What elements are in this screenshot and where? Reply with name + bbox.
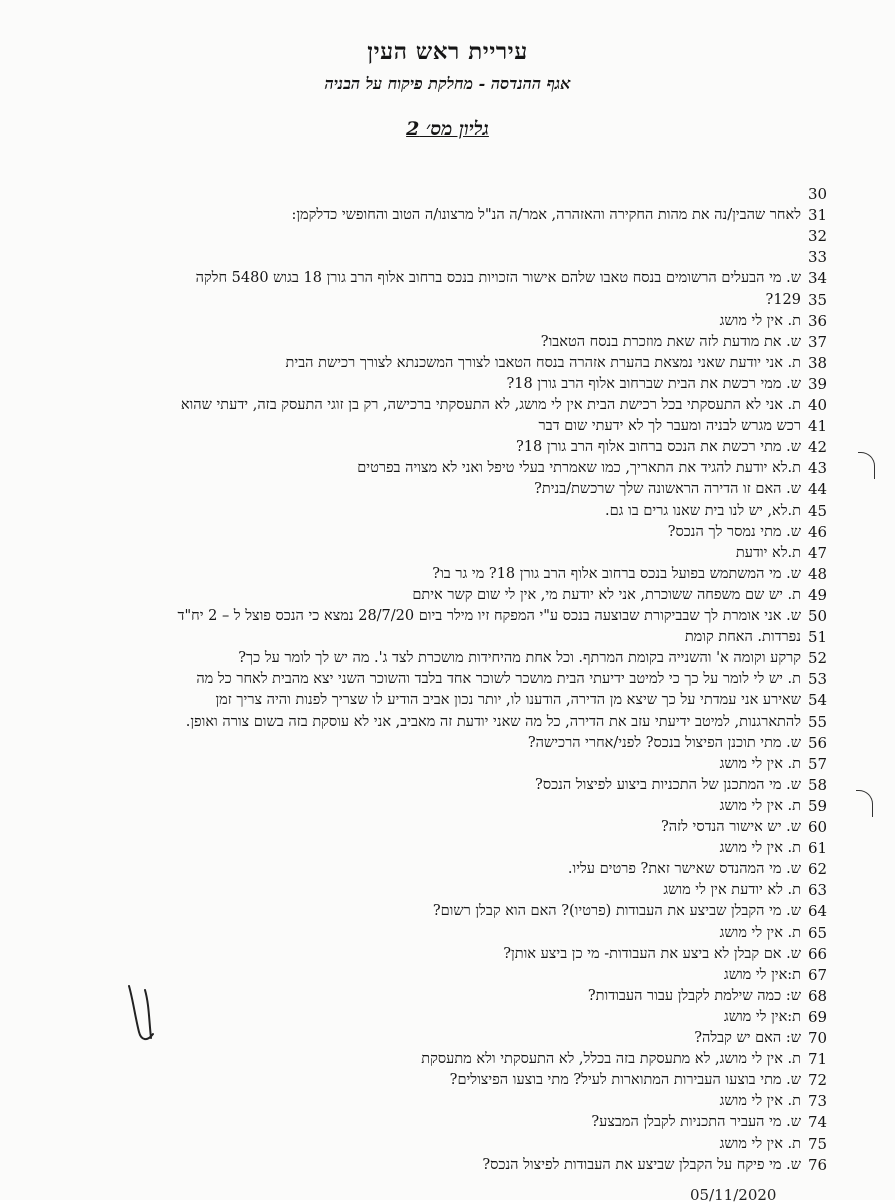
document-line xyxy=(0,901,895,922)
line-text: ת. אין לי מושג xyxy=(719,924,801,941)
document-line xyxy=(0,1091,895,1112)
line-number: 72 xyxy=(808,1071,828,1090)
document-line xyxy=(0,247,895,268)
line-text: ת. אין לי מושג xyxy=(719,1135,801,1152)
line-text: ש. יש אישור הנדסי לזה? xyxy=(660,819,801,835)
line-number: 44 xyxy=(808,480,828,499)
line-text: ש. מי המשתמש בפועל בנכס ברחוב אלוף הרב גורן 18? מי גר בו? xyxy=(432,565,801,582)
line-number: 41 xyxy=(808,417,828,436)
line-text: ת. אין לי מושג xyxy=(719,797,801,814)
line-text: ש. מתי תוכנן הפיצול בנכס? לפני/אחרי הרכישה? xyxy=(527,734,801,751)
line-text: ת. אין לי מושג xyxy=(719,840,801,857)
line-text: שאירע אני עמדתי על כך שיצא מן הדירה, הודענו לו, יותר נכון אביב הודיע לו שצריך לפנות והיה צריך זמן xyxy=(215,692,801,709)
document-line xyxy=(0,585,895,606)
document-line xyxy=(0,627,895,648)
line-number: 46 xyxy=(808,522,828,541)
line-number: 42 xyxy=(808,438,828,457)
document-line xyxy=(0,796,895,817)
document-line xyxy=(0,501,895,522)
line-text: 129? xyxy=(765,291,801,308)
line-number: 58 xyxy=(808,775,828,794)
line-text: ש. האם זו הדירה הראשונה שלך שרכשת/בנית? xyxy=(534,481,801,498)
document-line xyxy=(0,353,895,374)
document-line xyxy=(0,184,895,205)
line-number: 73 xyxy=(808,1092,828,1111)
line-text: ת. אני לא התעסקתי בכל רכישת הבית אין לי מושג, לא התעסקתי ברכישה, רק בן זוגי התעסק בזה, ידעתי שהוא xyxy=(180,397,801,413)
line-text: ת:אין לי מושג xyxy=(723,966,801,983)
line-number: 35 xyxy=(808,290,828,309)
line-text: ת. אין לי מושג, לא מתעסקת בזה בכלל, לא התעסקתי ולא מתעסקת xyxy=(421,1051,801,1068)
line-text: ת.לא, יש לנו בית שאנו גרים בו גם. xyxy=(604,502,801,519)
line-number: 43 xyxy=(808,459,828,478)
line-number: 45 xyxy=(808,501,828,520)
line-number: 51 xyxy=(808,628,828,647)
document-line xyxy=(0,1049,895,1070)
line-number: 52 xyxy=(808,649,828,668)
line-text: ש. מתי בוצעו העבירות המתוארות לעיל? מתי בוצעו הפיצולים? xyxy=(449,1072,801,1089)
line-text: ת. אני יודעת שאני נמצאת בהערת אזהרה בנסח הטאבו לצורך המשכנתא לצורך רכישת הבית xyxy=(285,354,801,371)
document-line xyxy=(0,1112,895,1133)
line-text: להתארגנות, למיטב ידיעתי עזב את הדירה, כל מה שאני יודעת זה מאביב, אני לא עוסקת בזה בשום צורה ואופן. xyxy=(185,713,801,730)
document-line xyxy=(0,543,895,564)
line-number: 76 xyxy=(808,1155,828,1174)
document-line xyxy=(0,395,895,416)
line-number: 66 xyxy=(808,944,828,963)
line-number: 54 xyxy=(808,691,828,710)
document-line xyxy=(0,416,895,437)
document-line xyxy=(0,205,895,226)
document-line xyxy=(0,838,895,859)
line-number: 33 xyxy=(808,248,828,267)
footer-date: 05/11/2020 xyxy=(690,1186,777,1204)
document-line xyxy=(0,1134,895,1155)
document-line xyxy=(0,733,895,754)
line-text: ת:אין לי מושג xyxy=(723,1008,801,1025)
document-line xyxy=(0,606,895,627)
line-text: ש. מי המתכנן של התכניות ביצוע לפיצול הנכס? xyxy=(535,776,801,793)
municipality-title: עיריית ראש העין xyxy=(367,38,528,65)
line-text: רכש מגרש לבניה ומעבר לך לא ידעתי שום דבר xyxy=(538,418,801,435)
document-line xyxy=(0,669,895,690)
line-text: ש. את מודעת לזה שאת מוזכרת בנסח הטאבו? xyxy=(540,333,801,350)
sheet-number: גליון מס׳ 2 xyxy=(406,118,489,140)
line-number: 64 xyxy=(808,902,828,921)
line-text: ש. מי המהנדס שאישר זאת? פרטים עליו. xyxy=(567,861,801,878)
line-text: ש: האם יש קבלה? xyxy=(694,1030,801,1046)
document-line xyxy=(0,374,895,395)
line-number: 59 xyxy=(808,796,828,815)
line-number: 75 xyxy=(808,1134,828,1153)
line-text: ת.לא יודעת להגיד את התאריך, כמו שאמרתי בעלי טיפל ואני לא מצויה בפרטים xyxy=(357,460,801,477)
line-number: 71 xyxy=(808,1050,828,1069)
line-text: ש. אם קבלן לא ביצע את העבודות- מי כן ביצע אותן? xyxy=(503,945,801,962)
line-number: 30 xyxy=(808,185,828,203)
line-text: ש. מי הבעלים הרשומים בנסח טאבו שלהם אישור הזכויות בנכס ברחוב אלוף הרב גורן 18 בגוש 5480 חלקה xyxy=(195,270,801,287)
document-line xyxy=(0,754,895,775)
document-line xyxy=(0,458,895,479)
line-number: 36 xyxy=(808,311,828,330)
line-number: 67 xyxy=(808,965,828,984)
line-text: קרקע וקומה א' והשנייה בקומת המרתף. וכל אחת מהיחידות מושכרת לצד ג'. מה יש לך לומר על כך? xyxy=(238,650,801,667)
document-line xyxy=(0,712,895,733)
line-number: 61 xyxy=(808,839,828,858)
document-line xyxy=(0,332,895,353)
line-text: ת.לא יודעת xyxy=(735,544,801,561)
line-text: ש. מי הקבלן שביצע את העבודות (פרטיו)? האם הוא קבלן רשום? xyxy=(432,903,801,920)
document-line xyxy=(0,690,895,711)
line-text: ת. יש שם משפחה ששוכרת, אני לא יודעת מי, אין לי שום קשר איתם xyxy=(412,586,801,603)
signature-mark xyxy=(115,980,175,1050)
document-line xyxy=(0,817,895,838)
line-number: 74 xyxy=(808,1113,828,1132)
document-line xyxy=(0,564,895,585)
document-line xyxy=(0,522,895,543)
line-text: ש. מי פיקח על הקבלן שביצע את העבודות לפיצול הנכס? xyxy=(482,1156,801,1173)
line-number: 48 xyxy=(808,564,828,583)
line-text: ש. מתי נמסר לך הנכס? xyxy=(667,523,801,540)
document-line xyxy=(0,290,895,311)
line-text: לאחר שהבין/נה את מהות החקירה והאזהרה, אמר/ה הנ"ל מרצונו/ה הטוב והחופשי כדלקמן: xyxy=(291,207,801,224)
line-number: 60 xyxy=(808,818,828,836)
line-text: ת. לא יודעת אין לי מושג xyxy=(663,882,801,899)
line-text: ת. אין לי מושג xyxy=(719,1093,801,1110)
line-text: ש. מי העביר התכניות לקבלן המבצע? xyxy=(591,1114,801,1131)
line-number: 32 xyxy=(808,227,828,246)
line-number: 62 xyxy=(808,860,828,879)
line-number: 68 xyxy=(808,986,828,1005)
line-number: 69 xyxy=(808,1007,828,1026)
line-number: 55 xyxy=(808,712,828,731)
line-number: 39 xyxy=(808,374,828,393)
line-text: ש. מתי רכשת את הנכס ברחוב אלוף הרב גורן 18? xyxy=(516,439,801,456)
line-number: 37 xyxy=(808,332,828,351)
line-number: 70 xyxy=(808,1029,828,1047)
line-text: נפרדות. האחת קומת xyxy=(684,629,801,646)
line-number: 31 xyxy=(808,206,828,225)
line-text: ת. יש לי לומר על כך כי למיטב ידיעתי הבית מושכר לשוכר אחד בלבד והשוכר השני יצא מהבית לאחר כל מה xyxy=(196,671,801,688)
document-line xyxy=(0,775,895,796)
line-number: 49 xyxy=(808,585,828,604)
department-subtitle: אגף ההנדסה - מחלקת פיקוח על הבניה xyxy=(324,74,571,93)
document-line xyxy=(0,479,895,500)
line-number: 63 xyxy=(808,881,828,900)
line-text: ש: כמה שילמת לקבלן עבור העבודות? xyxy=(587,987,801,1004)
line-number: 57 xyxy=(808,754,828,773)
document-line xyxy=(0,437,895,458)
document-line xyxy=(0,859,895,880)
line-text: ת. אין לי מושג xyxy=(719,312,801,329)
line-text: ת. אין לי מושג xyxy=(719,755,801,772)
document-line xyxy=(0,648,895,669)
document-line xyxy=(0,1155,895,1176)
document-line xyxy=(0,923,895,944)
line-text: ש. אני אומרת לך שבביקורת שבוצעה בנכס ע"י המפקח זיו מילר ביום 28/7/20 נמצא כי הנכס פוצל ל – 2 יח"ד xyxy=(177,608,801,624)
document-line xyxy=(0,226,895,247)
line-text: ש. ממי רכשת את הבית שברחוב אלוף הרב גורן 18? xyxy=(506,375,801,392)
line-number: 40 xyxy=(808,396,828,414)
line-number: 56 xyxy=(808,733,828,752)
line-number: 65 xyxy=(808,923,828,942)
document-line xyxy=(0,1070,895,1091)
line-number: 38 xyxy=(808,353,828,372)
line-number: 53 xyxy=(808,670,828,689)
document-line xyxy=(0,268,895,289)
document-line xyxy=(0,311,895,332)
document-line xyxy=(0,944,895,965)
line-number: 50 xyxy=(808,607,828,625)
line-number: 34 xyxy=(808,269,828,288)
line-number: 47 xyxy=(808,543,828,562)
document-line xyxy=(0,880,895,901)
